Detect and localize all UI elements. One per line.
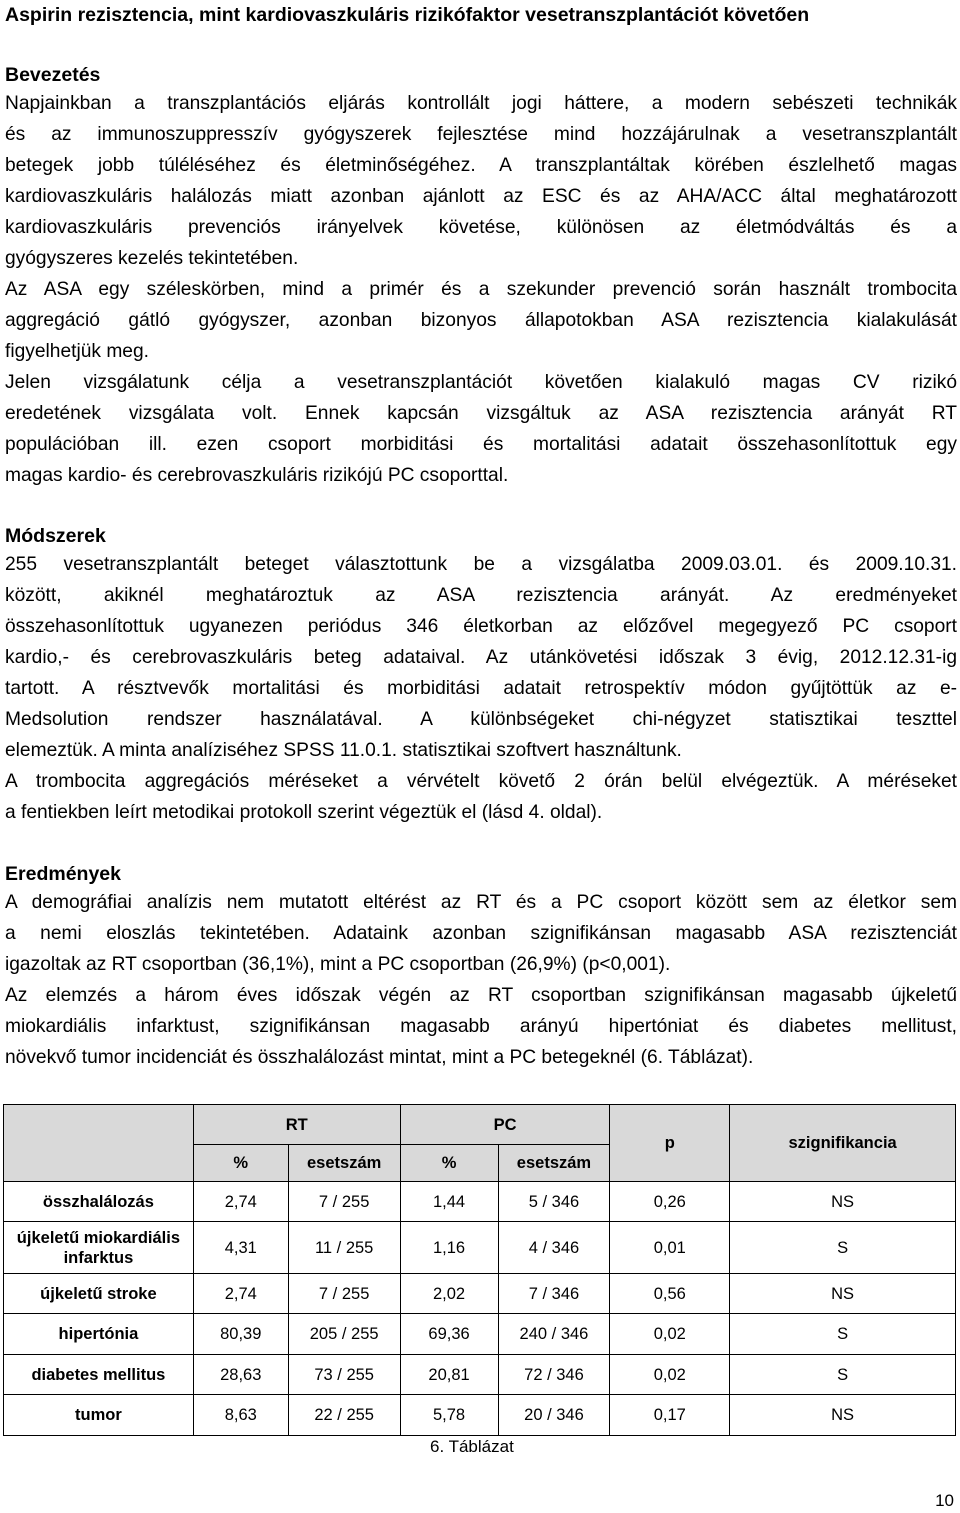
- row-label: hipertónia: [4, 1314, 194, 1355]
- table-row: [4, 1222, 956, 1274]
- methods-heading: Módszerek: [5, 525, 106, 547]
- methods-line: között, akiknél meghatároztuk az ASA rezisztencia arányát. Az eredményeket: [5, 585, 957, 606]
- table-row: [4, 1314, 956, 1355]
- table-cell: 5,78: [400, 1395, 498, 1436]
- methods-line: kardio,- és cerebrovaszkuláris beteg adataival. Az utánkövetési időszak 3 évig, 2012.12.31-ig: [5, 647, 957, 668]
- methods-line: Medsolution rendszer használatával. A különbségeket chi-négyzet statisztikai teszttel: [5, 709, 957, 730]
- row-label: tumor: [4, 1395, 194, 1436]
- table-cell: 80,39: [193, 1314, 288, 1355]
- intro-line: kardiovaszkuláris halálozás miatt azonban ajánlott az ESC és az AHA/ACC által meghatározott: [5, 186, 957, 207]
- p-header: p: [610, 1105, 730, 1182]
- table-cell: 4 / 346: [498, 1222, 610, 1274]
- table-cell: 7 / 346: [498, 1274, 610, 1314]
- methods-line: A trombocita aggregációs méréseket a vérvételt követő 2 órán belül elvégeztük. A méréseket: [5, 771, 957, 792]
- table-cell: S: [730, 1355, 956, 1395]
- table-cell: 28,63: [193, 1355, 288, 1395]
- significance-header: szignifikancia: [730, 1105, 956, 1182]
- table-body: [4, 1182, 956, 1436]
- results-body: [5, 887, 957, 1073]
- methods-line: tartott. A résztvevők mortalitási és morbiditási adatait retrospektív módon gyűjtöttük az e-: [5, 678, 957, 699]
- intro-line: aggregáció gátló gyógyszer, azonban bizonyos állapotokban ASA rezisztencia kialakulását: [5, 310, 957, 331]
- rt-count-header: esetszám: [288, 1145, 400, 1182]
- intro-line: betegek jobb túléléséhez és életminőségéhez. A transzplantáltak körében észlelhető magas: [5, 155, 957, 176]
- row-label: diabetes mellitus: [4, 1355, 194, 1395]
- results-line: igazoltak az RT csoportban (36,1%), mint a PC csoportban (26,9%) (p<0,001).: [5, 954, 671, 975]
- results-line: miokardiális infarktust, szignifikánsan magasabb arányú hipertóniat és diabetes mellitust,: [5, 1016, 957, 1037]
- intro-line: gyógyszeres kezelés tekintetében.: [5, 248, 299, 269]
- table-cell: 0,01: [610, 1222, 730, 1274]
- table-cell: 2,74: [193, 1274, 288, 1314]
- table-cell: 72 / 346: [498, 1355, 610, 1395]
- row-label: összhalálozás: [4, 1182, 194, 1222]
- table-cell: 2,02: [400, 1274, 498, 1314]
- table-cell: 22 / 255: [288, 1395, 400, 1436]
- table-row: [4, 1355, 956, 1395]
- intro-line: eredetének vizsgálata volt. Ennek kapcsán vizsgáltuk az ASA rezisztencia arányát RT: [5, 403, 957, 424]
- table-cell: NS: [730, 1182, 956, 1222]
- intro-line: Jelen vizsgálatunk célja a vesetranszplantációt követően kialakuló magas CV rizikó: [5, 372, 957, 393]
- table-cell: S: [730, 1222, 956, 1274]
- results-table: [3, 1104, 956, 1436]
- methods-body: [5, 549, 957, 828]
- table-corner-cell: [4, 1105, 194, 1182]
- table-cell: 1,16: [400, 1222, 498, 1274]
- table-header-row: [4, 1105, 956, 1145]
- table-cell: 4,31: [193, 1222, 288, 1274]
- pc-count-header: esetszám: [498, 1145, 610, 1182]
- results-line: Az elemzés a három éves időszak végén az RT csoportban szignifikánsan magasabb újkeletű: [5, 985, 957, 1006]
- table-cell: 0,56: [610, 1274, 730, 1314]
- intro-line: Az ASA egy széleskörben, mind a primér és a szekunder prevenció során használt trombocita: [5, 279, 957, 300]
- intro-line: magas kardio- és cerebrovaszkuláris rizikójú PC csoporttal.: [5, 465, 509, 486]
- page-title: Aspirin rezisztencia, mint kardiovaszkuláris rizikófaktor vesetranszplantációt követően: [5, 4, 810, 26]
- table-row: [4, 1395, 956, 1436]
- rt-percent-header: %: [193, 1145, 288, 1182]
- table-cell: 205 / 255: [288, 1314, 400, 1355]
- results-line: a nemi eloszlás tekintetében. Adataink azonban szignifikánsan magasabb ASA rezisztenciát: [5, 923, 957, 944]
- intro-body: [5, 88, 957, 491]
- table-cell: 11 / 255: [288, 1222, 400, 1274]
- table-cell: 2,74: [193, 1182, 288, 1222]
- table-cell: 69,36: [400, 1314, 498, 1355]
- table-cell: NS: [730, 1395, 956, 1436]
- table-cell: 0,17: [610, 1395, 730, 1436]
- methods-line: 255 vesetranszplantált beteget választottunk be a vizsgálatba 2009.03.01. és 2009.10.31.: [5, 554, 957, 575]
- intro-line: és az immunoszuppresszív gyógyszerek fejlesztése mind hozzájárulnak a vesetranszplantált: [5, 124, 957, 145]
- pc-group-header: PC: [400, 1105, 610, 1145]
- table-cell: NS: [730, 1274, 956, 1314]
- intro-line: populációban ill. ezen csoport morbiditási és mortalitási adatait összehasonlítottuk egy: [5, 434, 957, 455]
- row-label: újkeletű miokardiális infarktus: [4, 1222, 194, 1274]
- rt-group-header: RT: [193, 1105, 400, 1145]
- intro-heading: Bevezetés: [5, 64, 101, 86]
- pc-percent-header: %: [400, 1145, 498, 1182]
- table-cell: 0,02: [610, 1355, 730, 1395]
- table-cell: 240 / 346: [498, 1314, 610, 1355]
- methods-line: elemeztük. A minta analíziséhez SPSS 11.0.1. statisztikai szoftvert használtunk.: [5, 740, 682, 761]
- table-cell: 0,26: [610, 1182, 730, 1222]
- table-cell: 20 / 346: [498, 1395, 610, 1436]
- results-line: növekvő tumor incidenciát és összhalálozást mintat, mint a PC betegeknél (6. Táblázat).: [5, 1047, 754, 1068]
- table-caption: 6. Táblázat: [430, 1437, 514, 1456]
- page-number: 10: [935, 1491, 954, 1510]
- results-heading: Eredmények: [5, 863, 121, 885]
- table-cell: 1,44: [400, 1182, 498, 1222]
- table-cell: 7 / 255: [288, 1274, 400, 1314]
- table-cell: 0,02: [610, 1314, 730, 1355]
- row-label: újkeletű stroke: [4, 1274, 194, 1314]
- intro-line: Napjainkban a transzplantációs eljárás kontrollált jogi háttere, a modern sebészeti technikák: [5, 93, 957, 114]
- table-cell: S: [730, 1314, 956, 1355]
- methods-line: összehasonlítottuk ugyanezen periódus 346 életkorban az előzővel megegyező PC csoport: [5, 616, 957, 637]
- table-cell: 8,63: [193, 1395, 288, 1436]
- table-cell: 73 / 255: [288, 1355, 400, 1395]
- table-row: [4, 1274, 956, 1314]
- results-line: A demográfiai analízis nem mutatott eltérést az RT és a PC csoport között sem az életkor sem: [5, 892, 957, 913]
- intro-line: kardiovaszkuláris prevenciós irányelvek követése, különösen az életmódváltás és a: [5, 217, 957, 238]
- table-cell: 7 / 255: [288, 1182, 400, 1222]
- table-row: [4, 1182, 956, 1222]
- table-cell: 20,81: [400, 1355, 498, 1395]
- intro-line: figyelhetjük meg.: [5, 341, 149, 362]
- methods-line: a fentiekben leírt metodikai protokoll szerint végeztük el (lásd 4. oldal).: [5, 802, 603, 823]
- table-cell: 5 / 346: [498, 1182, 610, 1222]
